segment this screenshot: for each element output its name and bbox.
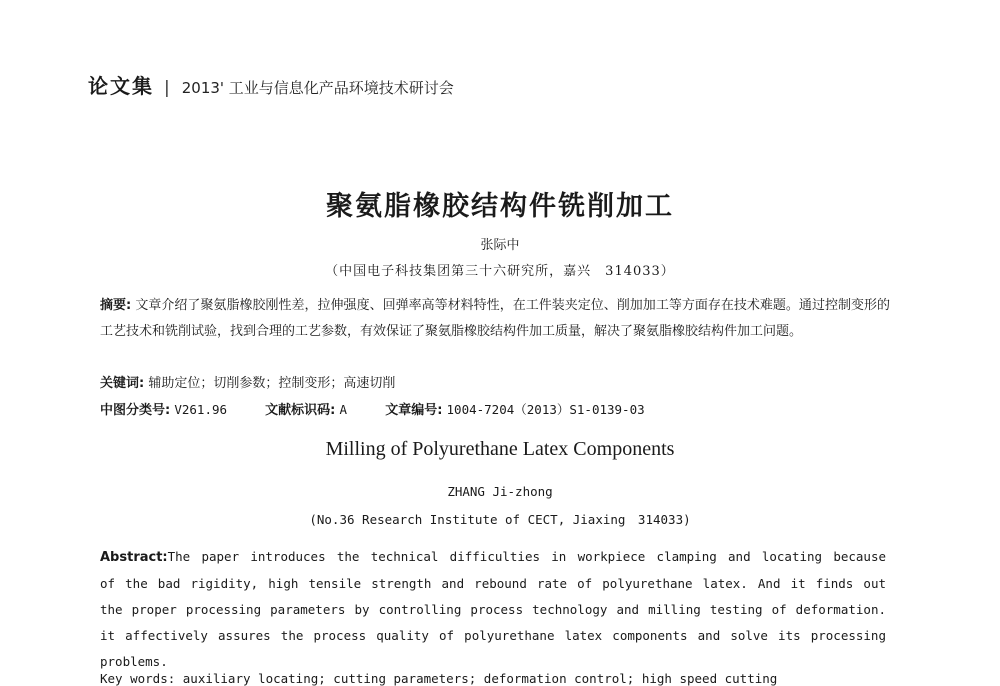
header-separator: | <box>164 78 170 98</box>
english-affiliation: (No.36 Research Institute of CECT, Jiaxing 314033) <box>309 512 691 527</box>
abstract-line-5: problems. <box>100 654 168 669</box>
english-author: ZHANG Ji-zhong <box>447 484 553 499</box>
chinese-keywords <box>100 372 890 391</box>
classification-line <box>100 399 890 418</box>
english-keywords-partial: Key words: auxiliary locating; cutting parameters; deformation control; high speed cutting <box>100 671 778 686</box>
keywords-label-cn: 关键词: <box>100 376 145 391</box>
english-abstract <box>100 544 886 675</box>
document-code: 文献标识码: A <box>265 402 348 418</box>
chinese-author: 张际中 <box>480 238 520 253</box>
chinese-title: 聚氨脂橡胶结构件铣削加工 <box>326 191 674 222</box>
chinese-abstract <box>100 293 890 345</box>
class-number: 中图分类号: V261.96 <box>100 402 228 418</box>
abstract-line-2: of the bad rigidity, high tensile strength and rebound rate of polyurethane latex. And it finds out <box>100 576 886 591</box>
keywords-text-cn: 辅助定位；切削参数；控制变形；高速切削 <box>148 376 396 391</box>
chinese-affiliation: （中国电子科技集团第三十六研究所，嘉兴 314033） <box>325 264 675 279</box>
journal-name: 论文集 <box>88 74 154 98</box>
abstract-text-cn: 文章介绍了聚氨脂橡胶刚性差，拉伸强度、回弹率高等材料特性，在工件装夹定位、削加加工等方面存在技术难题。通过控制变形的工艺技术和铣削试验，找到合理的工艺参数，有效保证了聚氨脂橡胶结构件加工质量，解决了聚氨脂橡胶结构件加工问题。 <box>100 298 891 339</box>
english-title: Milling of Polyurethane Latex Components <box>325 438 675 460</box>
article-number: 文章编号: 1004-7204（2013）S1-0139-03 <box>385 402 645 418</box>
abstract-label-en: Abstract: <box>100 550 168 565</box>
running-header <box>88 70 454 99</box>
abstract-line-3: the proper processing parameters by controlling process technology and milling testing of deformation. <box>100 602 886 617</box>
abstract-label-cn: 摘要: <box>100 298 132 313</box>
conference-name: 2013' 工业与信息化产品环境技术研讨会 <box>181 79 454 97</box>
abstract-line-4: it affectively assures the process quality of polyurethane latex components and solve its processing <box>100 628 886 643</box>
abstract-line-1: Abstract:The paper introduces the technical difficulties in workpiece clamping and locating because <box>100 549 886 565</box>
